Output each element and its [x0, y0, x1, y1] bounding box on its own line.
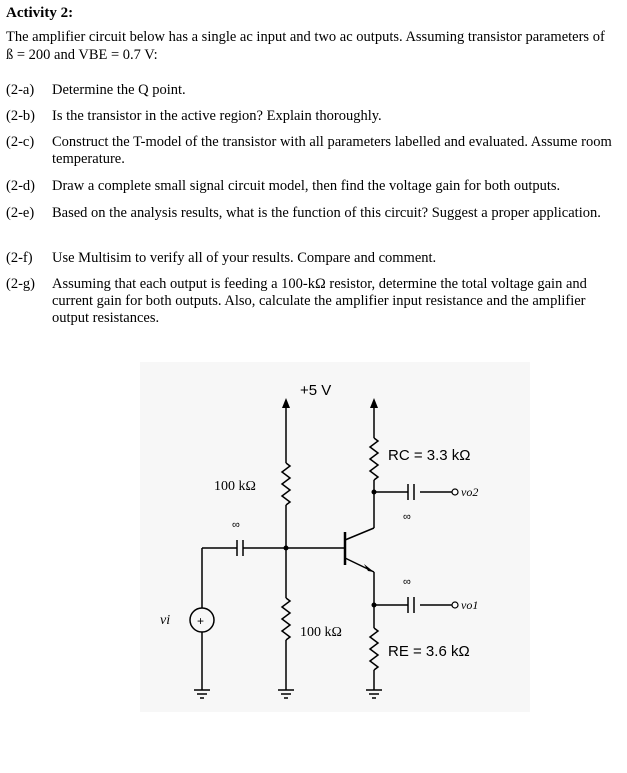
vin-label: vi: [160, 613, 171, 628]
question-text: Use Multisim to verify all of your results. Compare and comment.: [52, 250, 437, 266]
question-text: Based on the analysis results, what is the function of this circuit? Suggest a proper application.: [52, 205, 601, 221]
question-number: (2-c): [6, 134, 35, 150]
cap-value-input: ∞: [232, 519, 240, 531]
re-label: RE = 3.6 kΩ: [388, 643, 470, 660]
rc-label: RC = 3.3 kΩ: [388, 447, 471, 464]
diagram-background: [140, 362, 530, 712]
output-terminal-vo2: [452, 489, 458, 495]
question-number: (2-d): [6, 178, 35, 194]
vo1-label: vo1: [461, 598, 479, 612]
supply-label: +5 V: [300, 382, 332, 399]
question-number: (2-e): [6, 205, 35, 221]
vo2-label: vo2: [461, 485, 479, 499]
source-plus-sign: +: [197, 614, 205, 628]
activity-heading: Activity 2:: [6, 5, 74, 21]
question-text: Construct the T-model of the transistor with all parameters labelled and evaluated. Assume room temperature.: [52, 134, 612, 167]
cap-value-vo2: ∞: [403, 511, 411, 523]
question-text: Is the transistor in the active region? Explain thoroughly.: [52, 108, 382, 124]
question-number: (2-f): [6, 250, 33, 266]
cap-value-vo1: ∞: [403, 576, 411, 588]
question-number: (2-a): [6, 82, 35, 98]
r-top-label: 100 kΩ: [214, 479, 256, 494]
question-number: (2-b): [6, 108, 35, 124]
r-bottom-label: 100 kΩ: [300, 625, 342, 640]
question-text: Draw a complete small signal circuit model, then find the voltage gain for both outputs.: [52, 178, 561, 194]
question-text: Assuming that each output is feeding a 100-kΩ resistor, determine the total voltage gain and current gain for both outputs. Also, calculate the amplifier input resistance and the amplifier output resistances.: [52, 276, 587, 326]
intro-paragraph: The amplifier circuit below has a single ac input and two ac outputs. Assuming transistor parameters of ß = 200 and VBE = 0.7 V:: [6, 29, 605, 63]
question-number: (2-g): [6, 276, 35, 292]
output-terminal-vo1: [452, 602, 458, 608]
question-text: Determine the Q point.: [52, 82, 186, 98]
